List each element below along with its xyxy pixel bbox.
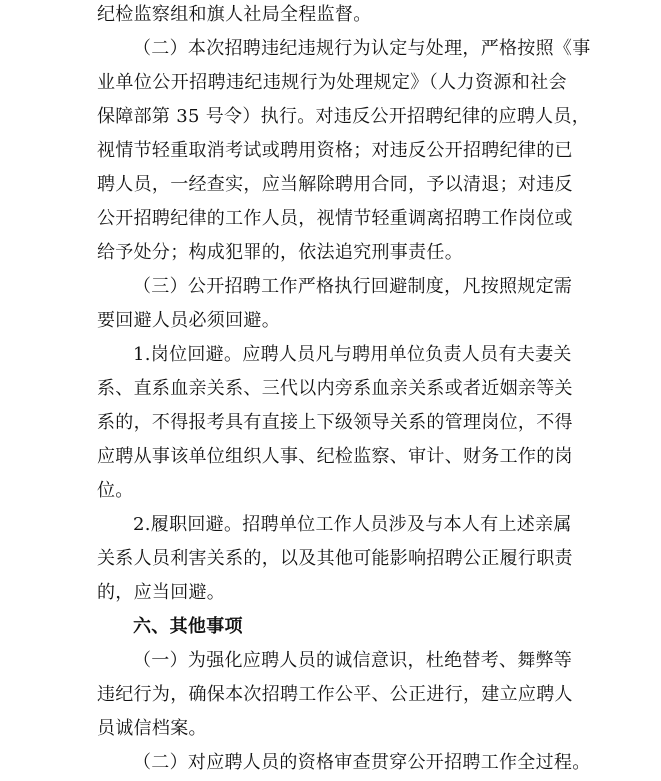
text-line: 业单位公开招聘违纪违规行为处理规定》（人力资源和社会 <box>97 72 567 93</box>
text-line: 聘人员，一经查实，应当解除聘用合同，予以清退；对违反 <box>97 174 573 195</box>
text-line: 违纪行为，确保本次招聘工作公平、公正进行，建立应聘人 <box>97 684 573 705</box>
text-line: 的，应当回避。 <box>97 582 226 603</box>
text-line: （二）对应聘人员的资格审查贯穿公开招聘工作全过程。 <box>133 752 591 773</box>
text-line: 系的，不得报考具有直接上下级领导关系的管理岗位，不得 <box>97 412 573 433</box>
text-line: 保障部第 35 号令）执行。对违反公开招聘纪律的应聘人员， <box>97 106 591 127</box>
text-line: 2.履职回避。招聘单位工作人员涉及与本人有上述亲属 <box>133 514 572 535</box>
text-line: 要回避人员必须回避。 <box>97 310 280 331</box>
text-line: （三）公开招聘工作严格执行回避制度，凡按照规定需 <box>133 276 573 297</box>
text-line: 关系人员利害关系的，以及其他可能影响招聘公正履行职责 <box>97 548 573 569</box>
text-line: 1.岗位回避。应聘人员凡与聘用单位负责人员有夫妻关 <box>133 344 572 365</box>
section-heading: 六、其他事项 <box>133 616 243 637</box>
text-line: （一）为强化应聘人员的诚信意识，杜绝替考、舞弊等 <box>133 650 573 671</box>
text-line: 给予处分；构成犯罪的，依法追究刑事责任。 <box>97 242 463 263</box>
text-line: 视情节轻重取消考试或聘用资格；对违反公开招聘纪律的已 <box>97 140 573 161</box>
text-line: 公开招聘纪律的工作人员，视情节轻重调离招聘工作岗位或 <box>97 208 573 229</box>
text-line: （二）本次招聘违纪违规行为认定与处理，严格按照《事 <box>133 38 591 59</box>
text-line: 应聘从事该单位组织人事、纪检监察、审计、财务工作的岗 <box>97 446 573 467</box>
text-line: 系、直系血亲关系、三代以内旁系血亲关系或者近姻亲等关 <box>97 378 573 399</box>
text-line: 纪检监察组和旗人社局全程监督。 <box>97 4 372 25</box>
text-line: 员诚信档案。 <box>97 718 207 739</box>
text-line: 位。 <box>97 480 134 501</box>
